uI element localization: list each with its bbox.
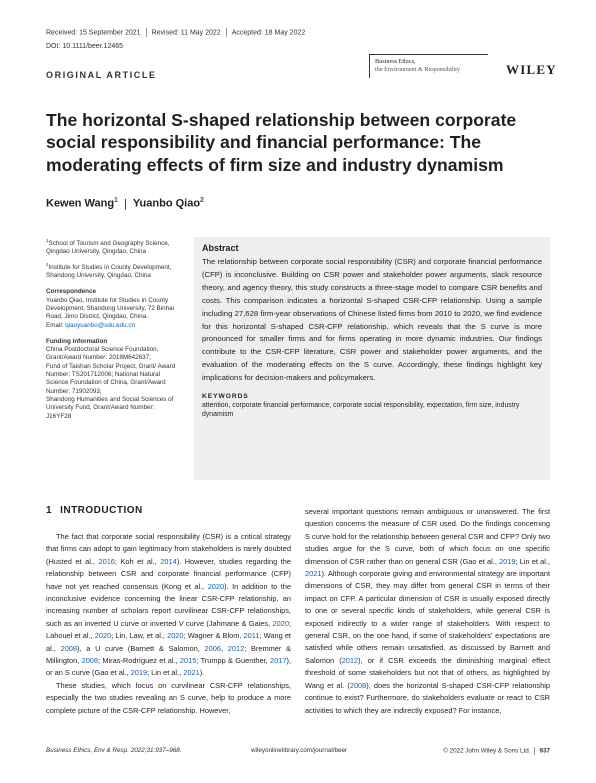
journal-subtitle: the Environment & Responsibility [375, 65, 461, 73]
citation-link[interactable]: 2017 [270, 656, 287, 666]
abstract-box [194, 237, 550, 480]
body-text: ; Lin et al., [147, 668, 184, 678]
citation-link[interactable]: 2014 [160, 556, 177, 566]
date-separator [146, 28, 147, 37]
citation-link[interactable]: 2019 [499, 556, 516, 566]
journal-name: Business Ethics, [375, 58, 416, 65]
body-text: ). Although corporate giving and environmental strategy are important dimensions of CSR, they may differ from general CSR in terms of their impact on CFP. A particular dimension of CSR is usually exposed directly to one or several specific kinds of stakeholders, while general CSR is exposed indirectly to a wider range of stakeholders. With respect to general CSR, on the one hand, if some of stakeholders' expectations are satisfied while others remain unsatisfied, as discussed by Barnett and Salomon ( [305, 569, 550, 665]
citation-link[interactable]: 2015 [179, 656, 197, 666]
abstract-heading: Abstract [202, 243, 239, 253]
body-text: ). However, studies regarding the relationship between CSR and corporate financial performance (CFP) have not yet reached consensus (Kong et al., [46, 556, 292, 591]
body-paragraph [305, 506, 550, 717]
citation-link[interactable]: 2021 [183, 668, 200, 678]
citation-link[interactable]: 2021 [305, 569, 322, 579]
doi[interactable]: DOI: 10.1111/beer.12465 [46, 43, 124, 50]
body-text: ), does the horizontal S-shaped CSR-CFP relationship continue to exist? Furthermore, do stakeholders evaluate or react to CSR activities to which they are indirectly exposed? For instance, [305, 680, 550, 715]
author-name[interactable]: Yuanbo Qiao [132, 197, 201, 210]
article-title: The horizontal S-shaped relationship between corporate social responsibility and financial performance: The moderating effects of firm size and industry dynamism [46, 110, 517, 175]
section-heading [46, 505, 143, 516]
body-text: ), or if CSR exceeds the diminishing marginal effect threshold of some stakeholders but not that of others, as highlighted by Wang et al. ( [305, 655, 550, 690]
body-text: ; Wang et al., [46, 631, 291, 653]
funding-heading: Funding information [46, 337, 108, 345]
citation-link[interactable]: 2020 [272, 618, 289, 628]
body-text: ; Lin et al., [515, 556, 550, 566]
received-date: Received: 15 September 2021 [46, 29, 141, 37]
footer-url[interactable]: wileyonlinelibrary.com/journal/beer [251, 747, 348, 754]
email-link[interactable]: qiaoyuanbo@sdu.edu.cn [65, 321, 136, 329]
author-affiliation-mark[interactable]: 1 [114, 197, 118, 204]
correspondence-heading: Correspondence [46, 288, 97, 296]
citation-link[interactable]: 2006 [204, 643, 221, 653]
abstract-text: The relationship between corporate social responsibility (CSR) and corporate financial performance (CFP) is inconclusive. Building on CSR power and stakeholder power arguments, slack resource theory, and agency theory, this study constructs a three-stage model to compare CSR benefits and costs. This comparison indicates a horizontal S-shaped CSR-CFP relationship. Using a sample including 27,628 firm-year observations of Chinese listed firms from 2010 to 2020, we find evidence for this horizontal S-shaped CSR-CFP relationship, which reveals that the S curve is more pronounced for smaller firms and for firms operating in more dynamic industries. Our findings contribute to the CSR-CFP literature, CSR power and stakeholder power arguments, and the evaluation of the moderating effects on the S curve. Accordingly, these findings highlight key implications for decision-makers and policymakers. [202, 257, 542, 383]
submission-dates [46, 28, 305, 37]
revised-date: Revised: 11 May 2022 [151, 29, 221, 37]
body-text: ; Miras-Rodríguez et al., [98, 656, 180, 666]
affiliation: $^2$Institute for Studies in County Development, Shandong University, Qingdao, China [46, 261, 172, 280]
citation-link[interactable]: 2016 [98, 556, 115, 566]
correspondence-text: Yuanbo Qiao, Institute for Studies in County Development, Shandong University, 72 Binhai Road, Jimo District, Qingdao, China. Email: qiaoyuanbo@sdu.edu.cn [46, 296, 174, 329]
article-type: ORIGINAL ARTICLE [46, 70, 157, 80]
date-separator [226, 28, 227, 37]
body-text: ; Lahouel et al., [46, 618, 291, 641]
citation-link[interactable]: 2019 [130, 668, 148, 678]
citation-link[interactable]: 2012 [227, 643, 245, 653]
body-text: ), or an S curve (Gao et al., [46, 656, 291, 678]
affiliation: $^1$School of Tourism and Geography Science, Qingdao University, Qingdao, China [46, 238, 170, 256]
body-column-right [305, 506, 550, 717]
author-separator: | [123, 197, 127, 210]
page-number: 937 [539, 747, 550, 755]
body-paragraph [46, 531, 291, 680]
citation-link[interactable]: 2008 [81, 656, 99, 666]
body-column-left [46, 531, 291, 717]
footer-citation: Business Ethics, Env & Resp. 2022;31:937–968. [46, 747, 182, 754]
citation-link[interactable]: 2020 [94, 631, 112, 641]
body-text: ). [199, 668, 205, 678]
keywords-text: attention, corporate financial performance, corporate social responsibility, expectation, firm size, industry dynamism [202, 402, 520, 419]
journal-logo [369, 54, 488, 78]
citation-link[interactable]: 2008 [60, 643, 78, 653]
body-text: ; Koh et al., [114, 556, 161, 566]
author-list [46, 197, 204, 210]
body-text: ), a U curve (Barnett & Salomon, [77, 643, 205, 653]
funding-text: China Postdoctoral Science Foundation, Grant/Award Number: 2018M642637; Fund of Taishan Scholar Project, Grant/ Award Number: TS201712006; National Natural Science Foundation of China, Grant/Award Number: 71902093; Shandong Humanities and Social Sciences of University Fund, Grant/Award Number: J16YF28 [46, 346, 176, 420]
body-text: ). In addition to the inconclusive evidence concerning the linear CSR-CFP relationship, an increasing number of scholars report curvilinear CSR-CFP relationships, such as an inverted U curve or inverted V curve (Jahmane & Gaies, [46, 581, 292, 628]
footer-copyright-page: © 2022 John Wiley & Sons Ltd. 937 [443, 747, 550, 755]
body-text: ; Wagner & Blom, [183, 631, 244, 641]
article-info-sidebar [46, 237, 178, 425]
citation-link[interactable]: 2020 [207, 581, 225, 591]
citation-link[interactable]: 2008 [349, 680, 367, 690]
citation-link[interactable]: 2012 [341, 655, 359, 665]
body-text: ; Trumpp & Guenther, [196, 656, 271, 666]
body-text: , [220, 643, 228, 653]
citation-link[interactable]: 2011 [243, 631, 260, 641]
body-paragraph: These studies, which focus on curvilinear CSR-CFP relationships, especially the two studies revealing an S curve, help to produce a more complete picture of the CSR-CFP relationship. However, [46, 680, 291, 715]
keywords-heading: KEYWORDS [202, 393, 249, 401]
accepted-date: Accepted: 18 May 2022 [231, 29, 306, 37]
citation-link[interactable]: 2020 [167, 631, 184, 641]
author-affiliation-mark[interactable]: 2 [200, 197, 204, 204]
section-number: 1 [46, 505, 53, 516]
body-text: several important questions remain ambiguous or unanswered. The first question concerns the measure of CSR used. Do the findings concerning S curve hold for the relationship between general CSR and CFP? Only two studies argue for the S curve, both of which focus on one specific dimension of CSR rather than on general CSR (Gao et al., [305, 507, 550, 566]
author-name[interactable]: Kewen Wang [46, 197, 115, 210]
body-text: ; Bremmer & Millington, [46, 643, 291, 666]
body-text: ; Lin, Law, et al., [111, 631, 168, 641]
body-text: The fact that corporate social responsibility (CSR) is a critical strategy that firms can adopt to gain legitimacy from stakeholders is rarely doubted (Husted et al., [46, 532, 291, 566]
section-title: INTRODUCTION [60, 505, 143, 516]
publisher-logo: WILEY [506, 62, 557, 77]
